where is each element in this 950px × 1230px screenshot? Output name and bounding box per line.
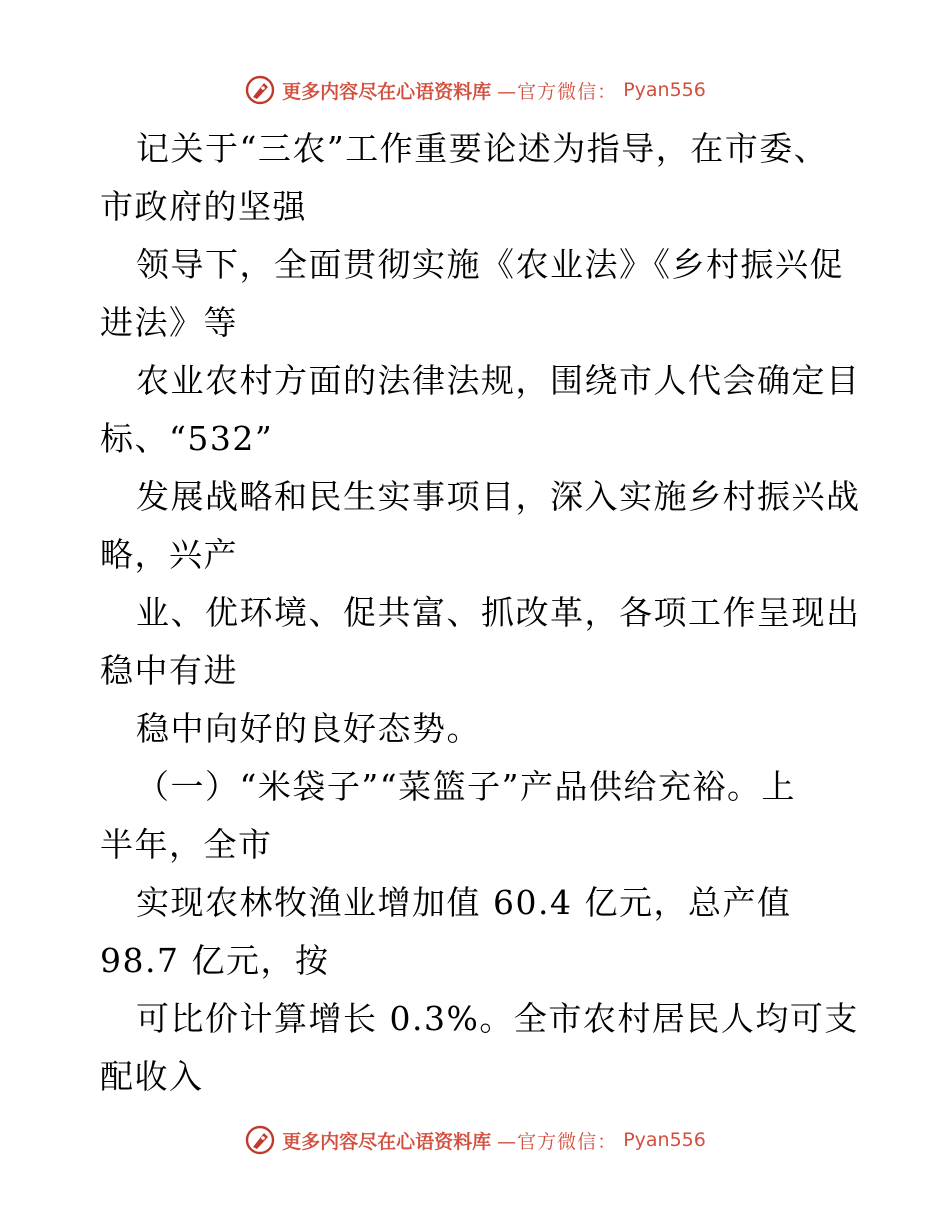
pen-nib-logo-icon: [244, 74, 276, 106]
watermark-text: 更多内容尽在心语资料库: [282, 80, 492, 103]
body-line: 标、“532”: [100, 419, 274, 458]
body-line: 市政府的坚强: [100, 187, 307, 226]
body-line: 半年，全市: [100, 825, 273, 864]
body-line: 业、优环境、促共富、抓改革，各项工作呈现出: [136, 593, 861, 632]
body-line: 略，兴产: [100, 535, 238, 574]
body-line: 领导下，全面贯彻实施《农业法》《乡村振兴促: [136, 245, 844, 284]
body-line: 稳中向好的良好态势。: [136, 709, 481, 748]
watermark-wechat-label: —官方微信：: [497, 80, 618, 103]
body-line: 进法》等: [100, 303, 238, 342]
watermark-wechat-id: Pyan556: [623, 79, 706, 101]
body-line: 农业农村方面的法律法规，围绕市人代会确定目: [136, 361, 861, 400]
pen-nib-logo-icon: [244, 1124, 276, 1156]
body-line: 发展战略和民生实事项目，深入实施乡村振兴战: [136, 477, 861, 516]
body-line: 可比价计算增长 0.3%。全市农村居民人均可支: [136, 999, 859, 1038]
body-line: （一）“米袋子”“菜篮子”产品供给充裕。上: [136, 767, 796, 806]
body-line: 记关于“三农”工作重要论述为指导，在市委、: [136, 129, 829, 168]
watermark-banner-top: [0, 70, 950, 110]
watermark-banner-bottom: [0, 1120, 950, 1160]
body-line: 实现农林牧渔业增加值 60.4 亿元，总产值: [136, 883, 792, 922]
body-line: 98.7 亿元，按: [100, 941, 330, 980]
body-line: 配收入: [100, 1057, 204, 1096]
watermark-wechat-label: —官方微信：: [497, 1130, 618, 1153]
watermark-text: 更多内容尽在心语资料库: [282, 1130, 492, 1153]
document-body: [100, 120, 860, 1106]
watermark-wechat-id: Pyan556: [623, 1129, 706, 1151]
body-line: 稳中有进: [100, 651, 238, 690]
